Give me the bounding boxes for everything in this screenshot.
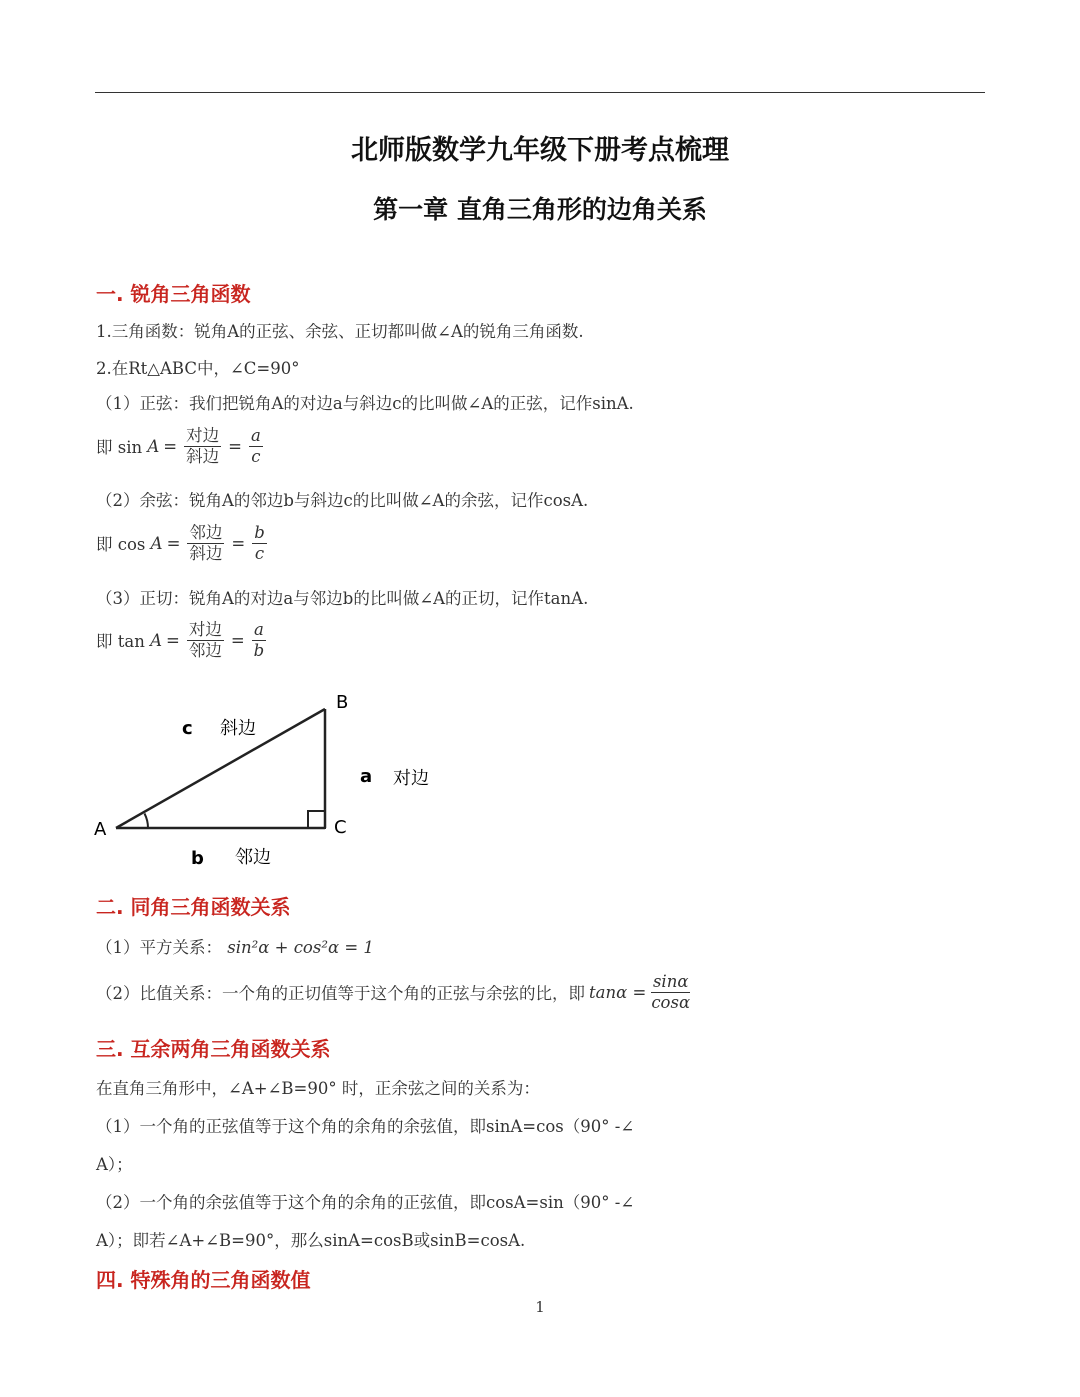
definition-line: 1.三角函数：锐角A的正弦、余弦、正切都叫做∠A的锐角三角函数. [96,322,584,341]
cosine-formula [96,523,270,564]
square-relation [96,934,374,958]
tangent-formula [96,620,269,661]
sine-formula [96,426,266,467]
fraction-words: $\frac{\text{邻边}}{\text{斜边}}$ [189,523,223,563]
complementary-item1-line2: A）； [96,1155,133,1174]
document-title: 北师版数学九年级下册考点梳理 [351,135,729,166]
vertex-c-label: C [334,817,347,838]
square-formula: sin²α + cos²α = 1 [227,938,374,957]
page-number: 1 [535,1298,545,1316]
square-label: （1）平方关系： [96,938,222,957]
section-heading-special-angles: 四. 特殊角的三角函数值 [96,1268,311,1292]
ratio-fraction: $\frac{\sin\alpha}{\cos\alpha}$ [651,972,691,1012]
right-triangle-diagram [80,680,480,880]
formula-var: A [150,533,163,553]
side-b-letter: b [191,848,204,869]
section-heading-acute-trig: 一. 锐角三角函数 [96,282,251,306]
equals-sign: = [166,533,181,553]
fraction-words: $\frac{\text{对边}}{\text{邻边}}$ [188,620,222,660]
cosine-definition: （2）余弦：锐角A的邻边b与斜边c的比叫做∠A的余弦，记作cosA. [96,491,589,510]
fraction-letters: $\frac{b}{c}$ [254,523,265,563]
formula-var: A [147,436,160,456]
side-c-letter: c [182,718,193,739]
fraction-letters: $\frac{a}{c}$ [250,426,261,466]
right-angle-mark [308,811,325,828]
section-heading-complementary: 三. 互余两角三角函数关系 [96,1037,331,1061]
formula-prefix: 即 cos [96,535,146,555]
tangent-definition: （3）正切：锐角A的对边a与邻边b的比叫做∠A的正切，记作tanA. [96,589,589,608]
vertex-a-label: A [94,819,107,840]
formula-var: A [150,630,163,650]
section-heading-same-angle: 二. 同角三角函数关系 [96,895,291,919]
equals-sign: = [228,436,242,456]
chapter-title: 第一章 直角三角形的边角关系 [373,195,707,224]
ratio-relation [96,972,695,1013]
equals-sign: = [163,436,178,456]
complementary-item2-line2: A）；即若∠A+∠B=90°，那么sinA=cosB或sinB=cosA. [96,1231,526,1250]
complementary-item1-line1: （1）一个角的正弦值等于这个角的余角的余弦值，即sinA=cos（90° -∠ [96,1117,635,1136]
fraction-letters: $\frac{a}{b}$ [253,620,265,660]
header-rule [95,92,985,93]
formula-prefix: 即 tan [96,632,145,652]
ratio-lhs: tanα = [589,982,647,1002]
hypotenuse-label: 斜边 [220,718,256,739]
formula-prefix: 即 sin [96,438,143,458]
fraction-words: $\frac{\text{对边}}{\text{斜边}}$ [186,426,220,466]
complementary-intro: 在直角三角形中，∠A+∠B=90° 时，正余弦之间的关系为： [96,1079,540,1098]
equals-sign: = [166,630,180,650]
condition-line: 2.在Rt△ABC中，∠C=90° [96,359,300,378]
side-a-letter: a [360,766,373,787]
sine-definition: （1）正弦：我们把锐角A的对边a与斜边c的比叫做∠A的正弦，记作sinA. [96,394,634,413]
complementary-item2-line1: （2）一个角的余弦值等于这个角的余角的正弦值，即cosA=sin（90° -∠ [96,1193,635,1212]
adjacent-label: 邻边 [235,847,271,868]
angle-a-arc [145,814,149,829]
equals-sign: = [230,630,245,650]
equals-sign: = [231,533,246,553]
opposite-label: 对边 [393,768,429,789]
vertex-b-label: B [336,692,349,713]
ratio-label: （2）比值关系：一个角的正切值等于这个角的正弦与余弦的比，即 [96,984,585,1004]
